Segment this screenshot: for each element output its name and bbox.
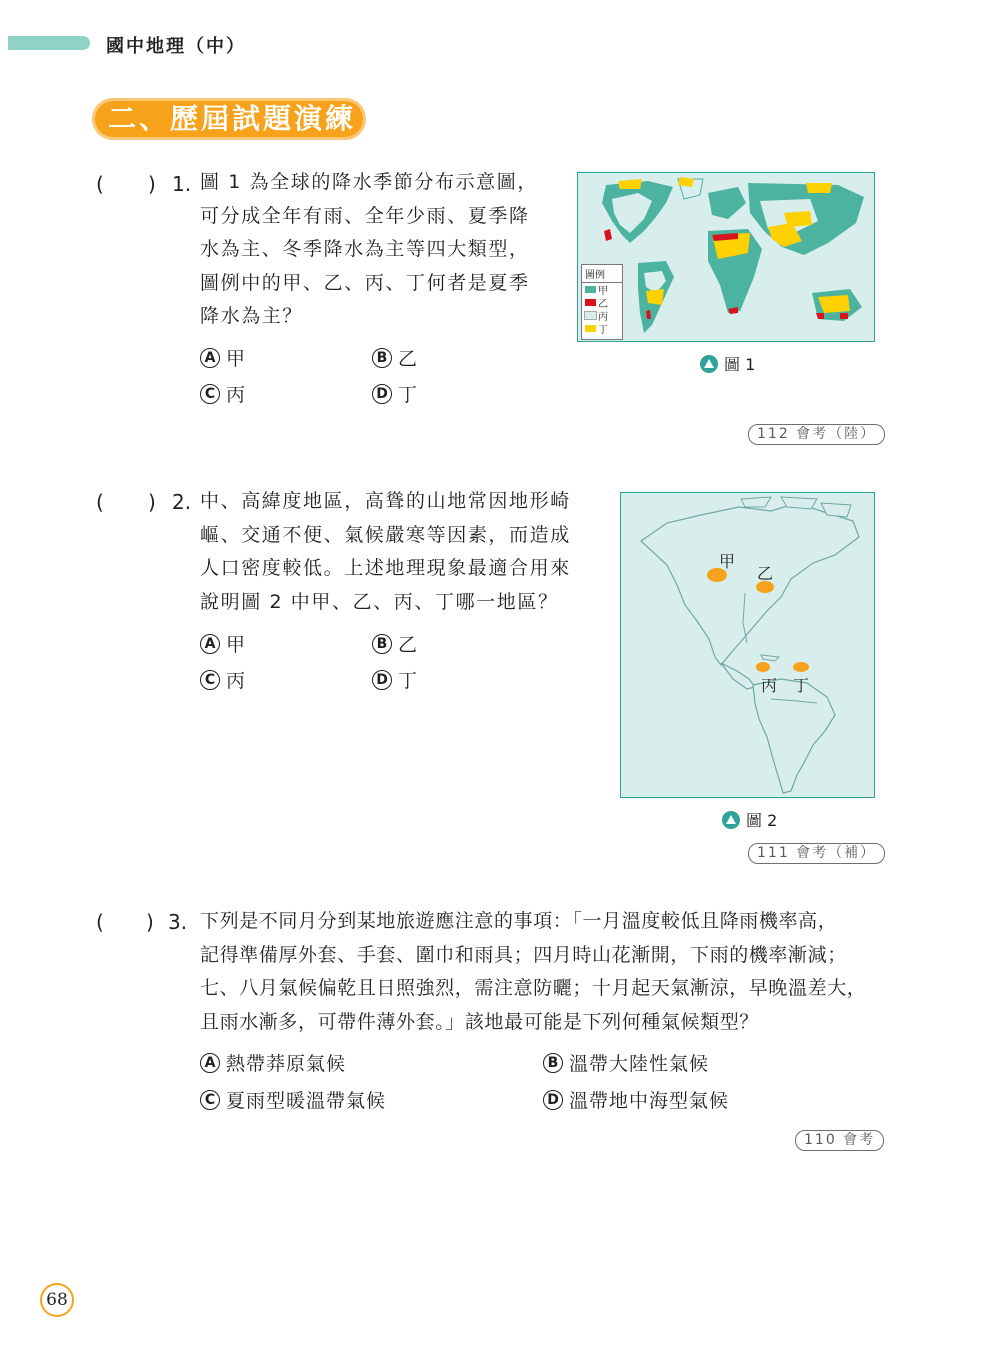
americas-map <box>620 492 875 798</box>
question-number: 3. <box>168 910 188 934</box>
book-title: 國中地理（中） <box>106 36 246 57</box>
option-d[interactable] <box>372 380 418 407</box>
triangle-icon <box>722 811 740 829</box>
option-letter: D <box>543 1090 563 1110</box>
option-text: 甲 <box>226 634 247 656</box>
option-b[interactable] <box>543 1049 709 1076</box>
legend-title: 圖例 <box>582 265 622 283</box>
option-c[interactable] <box>200 1086 386 1113</box>
triangle-icon <box>700 355 718 373</box>
world-precipitation-map <box>577 172 875 342</box>
map-legend <box>581 264 623 340</box>
option-letter: C <box>200 1090 220 1110</box>
option-letter: B <box>543 1053 563 1073</box>
option-text: 丁 <box>398 670 419 692</box>
option-text: 甲 <box>226 348 247 370</box>
question-line: 可分成全年有雨、全年少雨、夏季降 <box>200 204 530 227</box>
option-letter: A <box>200 348 220 368</box>
header-accent-bar <box>8 36 90 50</box>
legend-label: 乙 <box>598 299 608 310</box>
option-letter: C <box>200 670 220 690</box>
legend-label: 丁 <box>598 325 608 336</box>
option-text: 丙 <box>226 670 247 692</box>
answer-blank-close: ) <box>146 910 154 934</box>
source-tag: 111 會考（補） <box>748 843 885 864</box>
answer-blank-open: ( <box>96 490 104 514</box>
question-line: 人口密度較低。上述地理現象最適合用來 <box>200 557 571 579</box>
question-2-text <box>200 485 571 619</box>
option-d[interactable] <box>543 1086 729 1113</box>
option-text: 乙 <box>398 634 419 656</box>
legend-label: 丙 <box>598 312 608 323</box>
map-label-yi: 乙 <box>757 564 774 583</box>
option-text: 丁 <box>398 384 419 406</box>
answer-blank-close: ) <box>148 490 156 514</box>
option-text: 溫帶地中海型氣候 <box>569 1090 730 1112</box>
option-letter: A <box>200 634 220 654</box>
option-text: 溫帶大陸性氣候 <box>569 1053 710 1075</box>
question-line: 圖例中的甲、乙、丙、丁何者是夏季 <box>200 271 530 294</box>
figure-1-caption <box>700 352 755 375</box>
option-letter: B <box>372 348 392 368</box>
option-a[interactable] <box>200 1049 346 1076</box>
option-text: 丙 <box>226 384 247 406</box>
option-a[interactable] <box>200 630 246 657</box>
legend-item <box>582 322 622 335</box>
question-line: 說明圖 2 中甲、乙、丙、丁哪一地區？ <box>200 590 559 613</box>
question-line: 七、八月氣候偏乾且日照強烈，需注意防曬；十月起天氣漸涼，早晚溫差大， <box>200 977 867 999</box>
legend-swatch <box>585 325 596 332</box>
option-letter: C <box>200 384 220 404</box>
answer-blank-close: ) <box>148 172 156 196</box>
option-text: 夏雨型暖溫帶氣候 <box>226 1090 387 1112</box>
answer-blank-open: ( <box>96 172 104 196</box>
legend-swatch <box>585 312 596 319</box>
page-number: 68 <box>40 1283 74 1317</box>
question-line: 記得準備厚外套、手套、圍巾和雨具；四月時山花漸開，下雨的機率漸減； <box>200 943 847 966</box>
question-line: 圖 1 為全球的降水季節分布示意圖， <box>200 171 538 193</box>
option-letter: B <box>372 634 392 654</box>
map-label-ding: 丁 <box>793 676 810 695</box>
question-line: 且雨水漸多，可帶件薄外套。」該地最可能是下列何種氣候類型？ <box>200 1010 759 1033</box>
option-a[interactable] <box>200 344 246 371</box>
question-3-text <box>200 905 890 1039</box>
section-title: 二、歷屆試題演練 <box>108 102 357 135</box>
option-letter: A <box>200 1053 220 1073</box>
legend-swatch <box>585 299 596 306</box>
question-number: 1. <box>172 172 192 196</box>
answer-blank-open: ( <box>96 910 104 934</box>
question-line: 降水為主？ <box>200 305 304 327</box>
option-text: 熱帶莽原氣候 <box>226 1053 347 1075</box>
americas-map-graphic <box>621 493 875 798</box>
option-letter: D <box>372 670 392 690</box>
source-tag: 110 會考 <box>795 1130 884 1151</box>
option-d[interactable] <box>372 666 418 693</box>
map-label-jia: 甲 <box>719 552 736 571</box>
question-line: 水為主、冬季降水為主等四大類型， <box>200 238 530 260</box>
question-1-text <box>200 166 538 334</box>
map-label-bing: 丙 <box>761 676 778 695</box>
option-letter: D <box>372 384 392 404</box>
option-text: 乙 <box>398 348 419 370</box>
legend-label: 甲 <box>598 286 608 297</box>
question-line: 中、高緯度地區，高聳的山地常因地形崎 <box>200 490 571 512</box>
caption-text: 圖 2 <box>746 811 778 830</box>
option-b[interactable] <box>372 344 418 371</box>
question-line: 下列是不同月分到某地旅遊應注意的事項：「一月溫度較低且降雨機率高， <box>200 910 838 932</box>
question-number: 2. <box>172 490 192 514</box>
question-line: 嶇、交通不便、氣候嚴寒等因素，而造成 <box>200 523 571 546</box>
figure-2-caption <box>722 808 777 831</box>
caption-text: 圖 1 <box>724 355 756 374</box>
option-c[interactable] <box>200 666 246 693</box>
option-b[interactable] <box>372 630 418 657</box>
option-c[interactable] <box>200 380 246 407</box>
source-tag: 112 會考（陸） <box>748 424 885 445</box>
legend-swatch <box>585 286 596 293</box>
